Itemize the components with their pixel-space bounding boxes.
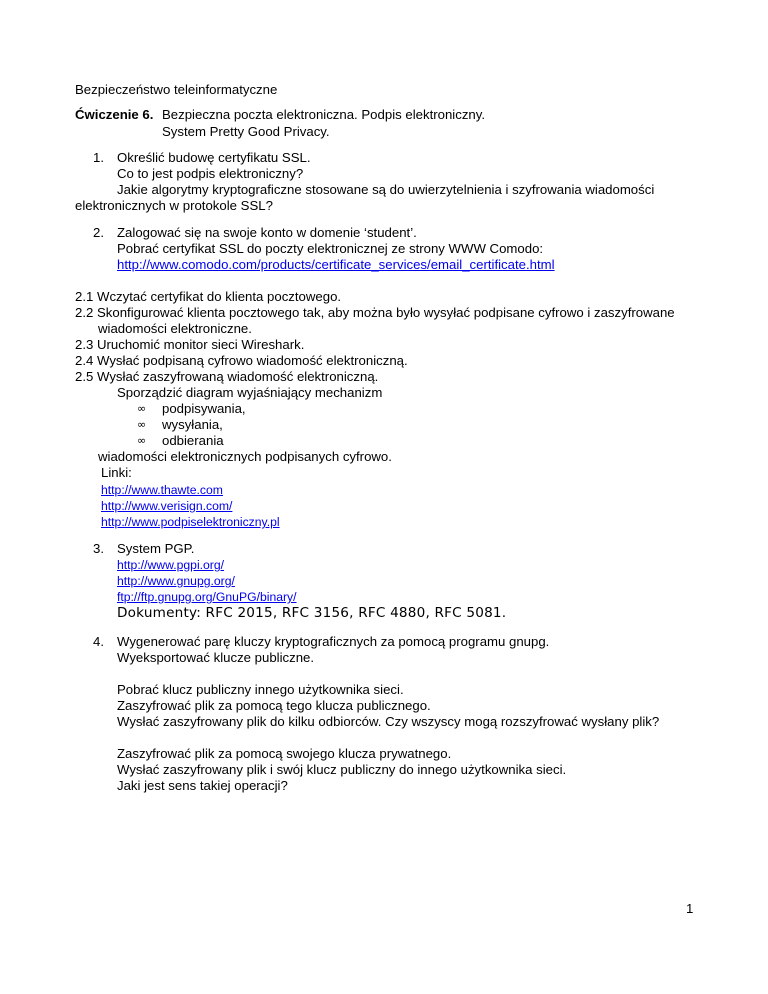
- item4-para3-line2: Wysłać zaszyfrowany plik i swój klucz publiczny do innego użytkownika sieci.: [117, 762, 567, 777]
- item1-line2: Co to jest podpis elektroniczny?: [117, 166, 304, 181]
- bullet-item: wysyłania,: [162, 417, 223, 432]
- bullet-icon: ∞: [137, 402, 147, 415]
- item4-para3-line3: Jaki jest sens takiej operacji?: [117, 778, 288, 793]
- diagram-closing: wiadomości elektronicznych podpisanych cyfrowo.: [98, 449, 392, 464]
- thawte-link[interactable]: http://www.thawte.com: [101, 483, 223, 497]
- item3-title: System PGP.: [117, 541, 195, 556]
- bullet-icon: ∞: [137, 434, 147, 447]
- page-number: 1: [686, 901, 694, 916]
- item4-line1: Wygenerować parę kluczy kryptograficznych za pomocą programu gnupg.: [117, 634, 550, 649]
- exercise-label: Ćwiczenie 6.: [75, 107, 154, 122]
- course-title: Bezpieczeństwo teleinformatyczne: [75, 82, 278, 97]
- gnupg-ftp-link[interactable]: ftp://ftp.gnupg.org/GnuPG/binary/: [117, 590, 297, 604]
- item1-line4: elektronicznych w protokole SSL?: [75, 198, 273, 213]
- item2-line2: Pobrać certyfikat SSL do poczty elektronicznej ze strony WWW Comodo:: [117, 241, 544, 256]
- item4-para2-line3: Wysłać zaszyfrowany plik do kilku odbiorców. Czy wszyscy mogą rozszyfrować wysłany plik?: [117, 714, 660, 729]
- item2-number: 2.: [93, 225, 104, 240]
- item4-para2-line1: Pobrać klucz publiczny innego użytkownika sieci.: [117, 682, 404, 697]
- item1-number: 1.: [93, 150, 104, 165]
- subitem-2-3: 2.3 Uruchomić monitor sieci Wireshark.: [75, 337, 305, 352]
- exercise-title-line1: Bezpieczna poczta elektroniczna. Podpis elektroniczny.: [162, 107, 486, 122]
- links-label: Linki:: [101, 465, 132, 480]
- gnupg-link[interactable]: http://www.gnupg.org/: [117, 574, 235, 588]
- comodo-link[interactable]: http://www.comodo.com/products/certificate_services/email_certificate.html: [117, 257, 555, 272]
- subitem-2-2-cont: wiadomości elektroniczne.: [98, 321, 252, 336]
- item1-line1: Określić budowę certyfikatu SSL.: [117, 150, 311, 165]
- item1-line3: Jakie algorytmy kryptograficzne stosowane są do uwierzytelnienia i szyfrowania wiadomości: [117, 182, 655, 197]
- bullet-icon: ∞: [137, 418, 147, 431]
- verisign-link[interactable]: http://www.verisign.com/: [101, 499, 233, 513]
- subitem-2-1: 2.1 Wczytać certyfikat do klienta pocztowego.: [75, 289, 342, 304]
- subitem-2-4: 2.4 Wysłać podpisaną cyfrowo wiadomość elektroniczną.: [75, 353, 408, 368]
- item4-para3-line1: Zaszyfrować plik za pomocą swojego klucza prywatnego.: [117, 746, 452, 761]
- diagram-instruction: Sporządzić diagram wyjaśniający mechanizm: [117, 385, 383, 400]
- podpiselektroniczny-link[interactable]: http://www.podpiselektroniczny.pl: [101, 515, 280, 529]
- item4-para2-line2: Zaszyfrować plik za pomocą tego klucza publicznego.: [117, 698, 431, 713]
- exercise-title-line2: System Pretty Good Privacy.: [162, 124, 330, 139]
- item3-number: 3.: [93, 541, 104, 556]
- item2-line1: Zalogować się na swoje konto w domenie ‘student’.: [117, 225, 417, 240]
- bullet-item: odbierania: [162, 433, 224, 448]
- item4-number: 4.: [93, 634, 104, 649]
- pgpi-link[interactable]: http://www.pgpi.org/: [117, 558, 225, 572]
- subitem-2-2: 2.2 Skonfigurować klienta pocztowego tak, aby można było wysyłać podpisane cyfrowo i zaszyfrowane: [75, 305, 675, 320]
- item4-line2: Wyeksportować klucze publiczne.: [117, 650, 315, 665]
- bullet-item: podpisywania,: [162, 401, 246, 416]
- rfc-documents: Dokumenty: RFC 2015, RFC 3156, RFC 4880, RFC 5081.: [117, 605, 507, 621]
- subitem-2-5: 2.5 Wysłać zaszyfrowaną wiadomość elektroniczną.: [75, 369, 379, 384]
